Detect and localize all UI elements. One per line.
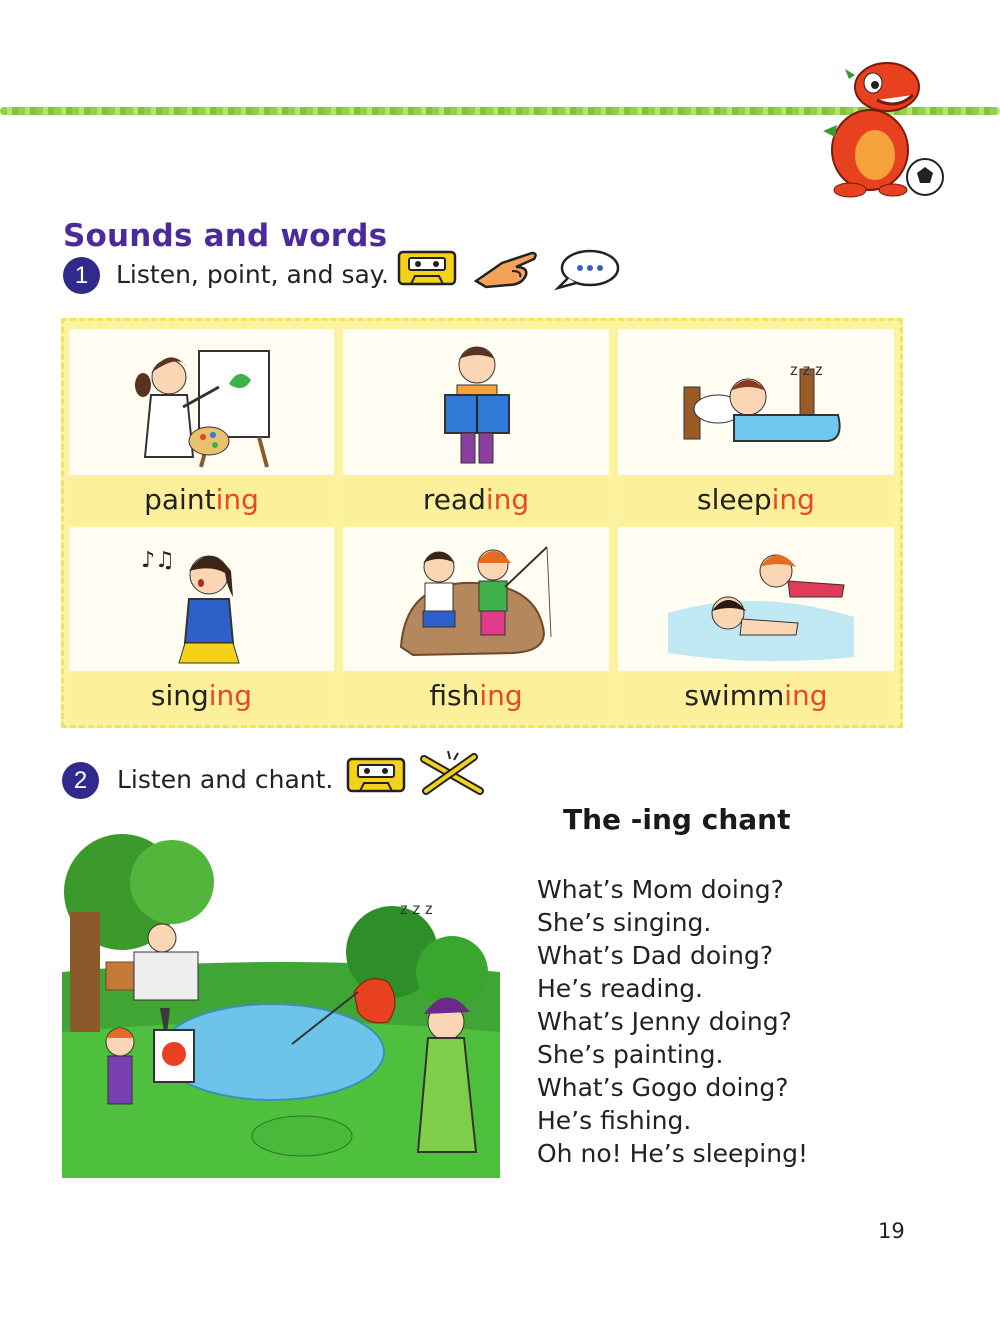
- chant-line: She’s painting.: [537, 1040, 724, 1069]
- rhythm-sticks-icon: [418, 749, 486, 795]
- chant-line: What’s Dad doing?: [537, 941, 774, 970]
- chant-line: He’s reading.: [537, 974, 704, 1003]
- vocab-label-painting: painting: [69, 475, 334, 525]
- chant-line: What’s Jenny doing?: [537, 1007, 792, 1036]
- vocab-card-reading: [343, 329, 609, 525]
- girl-singing-picture: [69, 527, 334, 675]
- chant-line: She’s singing.: [537, 908, 712, 937]
- vocab-card-painting: [69, 329, 334, 525]
- chant-line: He’s fishing.: [537, 1106, 692, 1135]
- vocab-label-swimming: swimming: [618, 671, 894, 721]
- boy-reading-picture: [343, 329, 609, 477]
- chant-title: The -ing chant: [563, 803, 791, 836]
- page-number: 19: [878, 1219, 905, 1243]
- child-sleeping-picture: [618, 329, 894, 477]
- cassette-tape-icon: [397, 250, 457, 286]
- girl-painting-picture: [69, 329, 334, 477]
- vocab-card-sleeping: [618, 329, 894, 525]
- chant-lines: [537, 873, 808, 1170]
- vocab-label-fishing: fishing: [343, 671, 609, 721]
- vocab-label-singing: singing: [69, 671, 334, 721]
- vocab-label-sleeping: sleeping: [618, 475, 894, 525]
- chant-line: What’s Mom doing?: [537, 875, 784, 904]
- activity2-instruction: Listen and chant.: [117, 765, 334, 794]
- vocab-card-singing: [69, 527, 334, 721]
- svg-text:z z z: z z z: [400, 901, 433, 918]
- speech-bubble-icon: [554, 248, 620, 292]
- pointing-hand-icon: [472, 247, 540, 289]
- svg-text:z z z: z z z: [790, 362, 823, 379]
- cassette-tape-icon: [346, 757, 406, 793]
- section-title: Sounds and words: [63, 218, 388, 254]
- svg-text:♪♫: ♪♫: [141, 548, 175, 573]
- vocab-card-fishing: [343, 527, 609, 721]
- activity-number-2: 2: [62, 762, 99, 799]
- dinosaur-mascot-image: [815, 55, 950, 200]
- vocabulary-grid: [61, 318, 903, 728]
- activity-number-1: 1: [63, 257, 100, 294]
- park-scene-illustration: [62, 832, 500, 1178]
- kids-swimming-picture: [618, 527, 894, 675]
- kids-fishing-picture: [343, 527, 609, 675]
- chant-line: What’s Gogo doing?: [537, 1073, 789, 1102]
- vocab-label-reading: reading: [343, 475, 609, 525]
- vocab-card-swimming: [618, 527, 894, 721]
- chant-line: Oh no! He’s sleeping!: [537, 1139, 808, 1168]
- activity1-instruction: Listen, point, and say.: [116, 260, 389, 289]
